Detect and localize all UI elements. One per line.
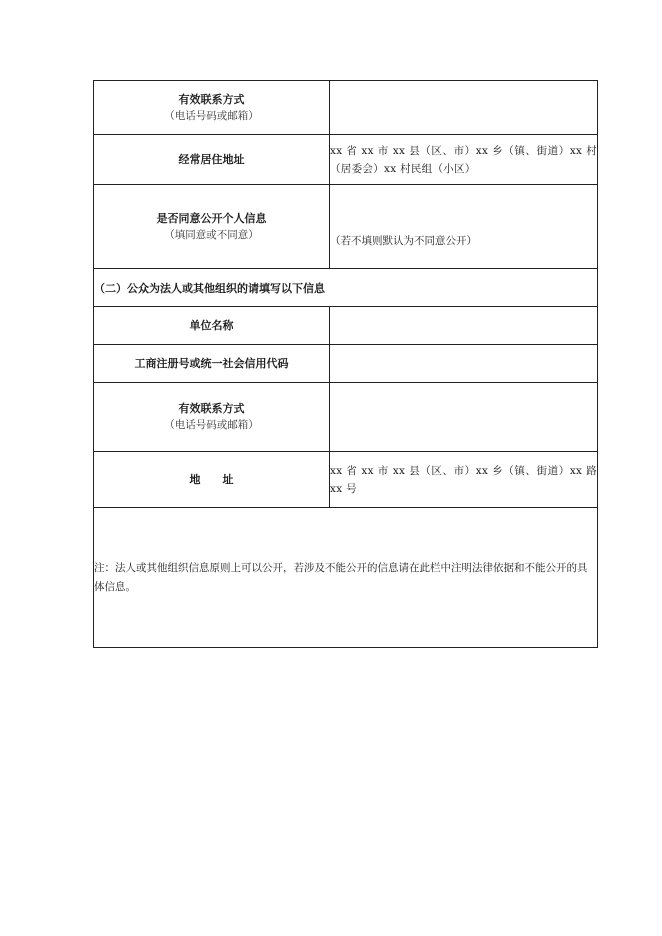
- org-name-field[interactable]: [330, 307, 598, 345]
- label-cell: [94, 383, 330, 452]
- row-reg-code: [94, 345, 598, 383]
- residence-label: 经常居住地址: [178, 153, 245, 166]
- org-contact-field[interactable]: [330, 383, 598, 452]
- reg-code-label: 工商注册号或统一社会信用代码: [134, 357, 289, 370]
- contact-label: 有效联系方式: [178, 92, 245, 106]
- label-cell: [94, 345, 330, 383]
- org-contact-sublabel: （电话号码或邮箱）: [164, 419, 259, 431]
- org-name-label: 单位名称: [189, 319, 234, 332]
- label-cell: [94, 307, 330, 345]
- consent-sublabel: （填同意或不同意）: [164, 228, 259, 241]
- org-address-label: 地 址: [189, 473, 234, 486]
- row-org-contact: [94, 383, 598, 452]
- row-section-title: [94, 269, 598, 307]
- section-title: （二）公众为法人或其他组织的请填写以下信息: [94, 269, 598, 307]
- reg-code-field[interactable]: [330, 345, 598, 383]
- row-remark: [94, 508, 598, 648]
- row-residence: [94, 135, 598, 185]
- info-form-table: [93, 80, 598, 648]
- row-personal-contact: [94, 81, 598, 135]
- consent-label: 是否同意公开个人信息: [156, 211, 267, 225]
- consent-field[interactable]: [330, 185, 598, 269]
- residence-field[interactable]: xx 省 xx 市 xx 县（区、市）xx 乡（镇、街道）xx 村（居委会）xx 村民组（小区）: [330, 135, 598, 185]
- label-cell: [94, 185, 330, 269]
- org-address-field[interactable]: xx 省 xx 市 xx 县（区、市）xx 乡（镇、街道）xx 路 xx 号: [330, 452, 598, 508]
- row-org-address: [94, 452, 598, 508]
- label-cell: [94, 81, 330, 135]
- label-cell: [94, 452, 330, 508]
- row-org-name: [94, 307, 598, 345]
- contact-sublabel: （电话号码或邮箱）: [164, 109, 259, 122]
- personal-contact-field[interactable]: [330, 81, 598, 135]
- org-contact-label: 有效联系方式: [178, 402, 245, 415]
- consent-hint: （若不填则默认为不同意公开）: [330, 234, 477, 247]
- label-cell: [94, 135, 330, 185]
- row-consent: [94, 185, 598, 269]
- remark-field[interactable]: 注：法人或其他组织信息原则上可以公开，若涉及不能公开的信息请在此栏中注明法律依据和不能公开的具体信息。: [94, 508, 598, 648]
